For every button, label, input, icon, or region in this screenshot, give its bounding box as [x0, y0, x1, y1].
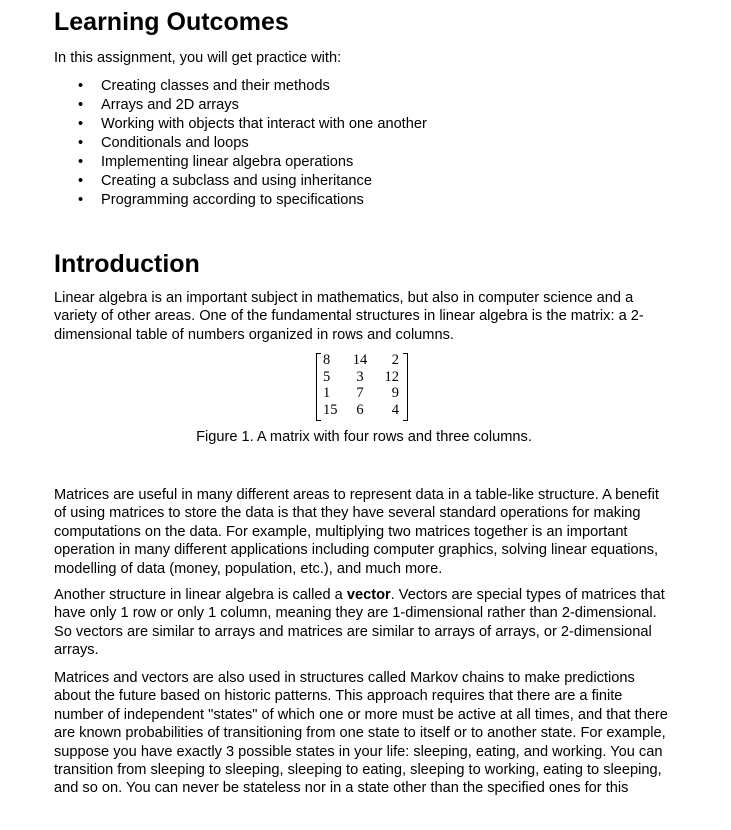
list-item: • Programming according to specifications — [78, 192, 364, 208]
bullet-icon: • — [78, 192, 84, 208]
intro-paragraph-4: Matrices and vectors are also used in structures called Markov chains to make predictions about the future based on historic patterns. This approach requires that there are a finite number of independent "states" of which one or more must be active at all times, and that there are known probabilities of transitioning from one state to itself or to another state. For example, suppose you have exactly 3 possible states in your life: sleeping, eating, and working. You can transition from sleeping to sleeping, sleeping to eating, sleeping to working, eating to sleeping, and so on. You can never be stateless nor in a state other than the specified ones for this — [54, 670, 668, 797]
matrix-row: 8 14 2 — [323, 352, 399, 368]
right-bracket — [403, 353, 408, 421]
matrix-figure — [316, 352, 416, 422]
list-item: • Implementing linear algebra operations — [78, 154, 354, 170]
learning-outcomes-intro: In this assignment, you will get practice with: — [54, 50, 342, 66]
bullet-icon: • — [78, 154, 84, 170]
intro-paragraph-3: Another structure in linear algebra is called a vector. Vectors are special types of matrices that have only 1 row or only 1 column, meaning they are 1-dimensional rather than 2-dimensional. So vectors are similar to arrays and matrices are similar to arrays of arrays, or 2-dimensional arrays. — [54, 587, 665, 659]
bullet-icon: • — [78, 135, 84, 151]
matrix-table — [320, 352, 402, 418]
bullet-icon: • — [78, 78, 84, 94]
bullet-icon: • — [78, 116, 84, 132]
introduction-heading: Introduction — [54, 250, 200, 278]
learning-outcomes-list — [54, 77, 427, 210]
bullet-icon: • — [78, 173, 84, 189]
list-item: • Working with objects that interact with one another — [78, 116, 427, 132]
matrix-row: 5 3 12 — [323, 368, 399, 385]
list-item: • Creating classes and their methods — [78, 78, 330, 94]
figure-caption: Figure 1. A matrix with four rows and three columns. — [196, 429, 532, 445]
matrix-row: 15 6 4 — [323, 401, 399, 418]
learning-outcomes-heading: Learning Outcomes — [54, 8, 289, 36]
vector-term: vector — [346, 587, 391, 603]
intro-paragraph-2: Matrices are useful in many different areas to represent data in a table-like structure. A benefit of using matrices to store the data is that they have several standard operations for making computations on the data. For example, multiplying two matrices together is an important operation in many different applications including computer graphics, solving linear equations, modelling of data (money, population, etc.), and much more. — [54, 487, 659, 577]
matrix-row: 1 7 9 — [323, 385, 399, 401]
list-item: • Conditionals and loops — [78, 135, 249, 151]
list-item: • Creating a subclass and using inheritance — [78, 173, 372, 189]
list-item: • Arrays and 2D arrays — [78, 97, 239, 113]
bullet-icon: • — [78, 97, 84, 113]
intro-paragraph-1: Linear algebra is an important subject in mathematics, but also in computer science and a variety of other areas. One of the fundamental structures in linear algebra is the matrix: a 2-dimensional table of numbers organized in rows and columns. — [54, 290, 644, 343]
